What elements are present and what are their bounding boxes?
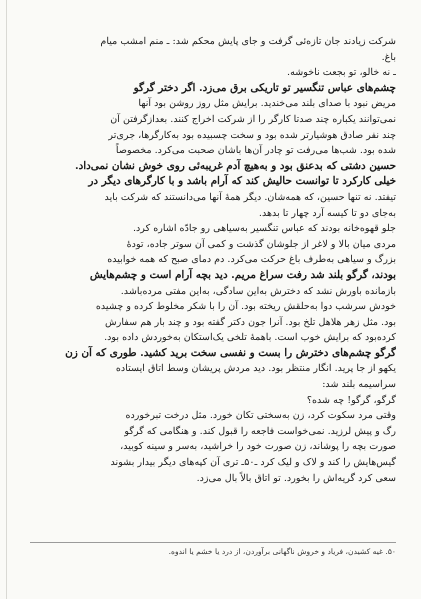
text-line: بود. مثل زهر هلاهل تلخ بود. آنرا جون دکتر گفته بود و چند بار هم سفارش (104, 316, 396, 328)
text-line: بزرگ و سیاهی به‌طرف باغ حرکت می‌کرد. دم دمای صبح که همه خوابیده (107, 254, 396, 266)
footnote-divider (30, 542, 396, 543)
text-line: گرگو، گرگو! چه شده؟ (306, 394, 396, 406)
text-line: یکهو از جا پرید. انگار منتظر بود. دید مردش پریشان وسط اتاق ایستاده (115, 363, 396, 375)
text-line: چشم‌های عباس تنگسیر تو تاریکی برق می‌زد. اگر دختر گرگو (133, 81, 396, 94)
text-line: رگ و پیش لرزید. نمی‌خواست فاجعه را قبول کند. و هنگامی که گرگو (124, 425, 396, 437)
text-line: گرگو چشم‌های دخترش را بست و نفسی سخت برید کشید. طوری که آن زن (65, 346, 396, 359)
text-line: گیس‌هایش را کند و لاک و لیک کرد ـ۵۰ـ تری آن کپه‌های دیگر بیدار بشوند (110, 457, 396, 469)
text-line: مردی میان بالا و لاغر از جلوشان گذشت و کمی آن سوتر جاده، تودهٔ (126, 238, 396, 250)
body-text (30, 34, 396, 486)
text-line: سراسیمه بلند شد: (322, 379, 396, 391)
text-line: صورت بچه را پوشاند، زن صورت خود را خراشید، به‌سر و سینه کوبید، (120, 441, 396, 453)
text-line: باغ. (381, 51, 396, 63)
text-line: مریض نبود با صدای بلند می‌خندید. برایش مثل روز روشن بود آنها (138, 98, 396, 110)
text-line: ـ نه خالو، تو بجعت ناخوشه. (287, 67, 396, 79)
text-line: خیلی کارکرد تا توانست حالیش کند که آرام باشد و با کارگرهای دیگر در (88, 175, 396, 188)
text-line: چند نفر صادق هوشیارتر شده بود و سخت چسبیده بود به‌کارگرها، جری‌تر (108, 129, 396, 141)
text-line: سعی کرد گریه‌اش را بخورد. تو اتاق بالاً بال می‌زد. (196, 472, 396, 484)
text-line: تیفتد. نه تنها حسین، که همه‌شان. دیگر همهٔ آنها می‌دانستند که شرکت باید (104, 191, 396, 203)
text-line: جلو قهوه‌خانه بودند که عباس تنگسیر به‌سیاهی رو جادّه اشاره کرد. (132, 223, 396, 235)
text-line: وقتی مرد سکوت کرد، زن به‌سختی تکان خورد. مثل درخت تبرخورده (125, 410, 396, 422)
page-fold-edge (6, 0, 7, 599)
text-line: شده بود. شب‌ها می‌رفت تو چادر آن‌ها باشان صحبت می‌کرد. مخصوصاً (115, 145, 396, 157)
text-line: خودش سرشب دوا به‌حلقش ریخته بود. آن را با شکر مخلوط کرده و چشیده (95, 301, 396, 313)
text-line: به‌جای دو تا کیسه آرد چهار تا بدهد. (258, 207, 396, 219)
text-line: بازمانده باورش نشد که دخترش به‌این سادگی، به‌این مفتی مرده‌باشد. (120, 285, 396, 297)
text-line: حسین دشتی که بدعنق بود و به‌هیچ آدم غریبه‌ئی روی خوش نشان نمی‌داد. (74, 159, 396, 172)
text-line: کرده‌بود که برایش خوب است. باهمهٔ تلخی یک‌استکان به‌خوردش داده بود. (104, 332, 396, 344)
footnote: ۵۰. غیه کشیدن، فریاد و خروش ناگهانی برآوردن، از درد یا خشم یا اندوه. (168, 547, 396, 556)
text-line: بودند، گرگو بلند شد رفت سراغ مریم. دید بچه آرام است و چشم‌هایش (89, 268, 396, 281)
text-line: نمی‌توانند یکباره چند صدتا کارگر را از شرکت اخراج کنند. بعدازگرفتن آن (110, 113, 396, 125)
text-line: شرکت زیادند جان تازه‌ئی گرفت و جای پایش محکم شد: ـ منم امشب میام (100, 36, 396, 47)
